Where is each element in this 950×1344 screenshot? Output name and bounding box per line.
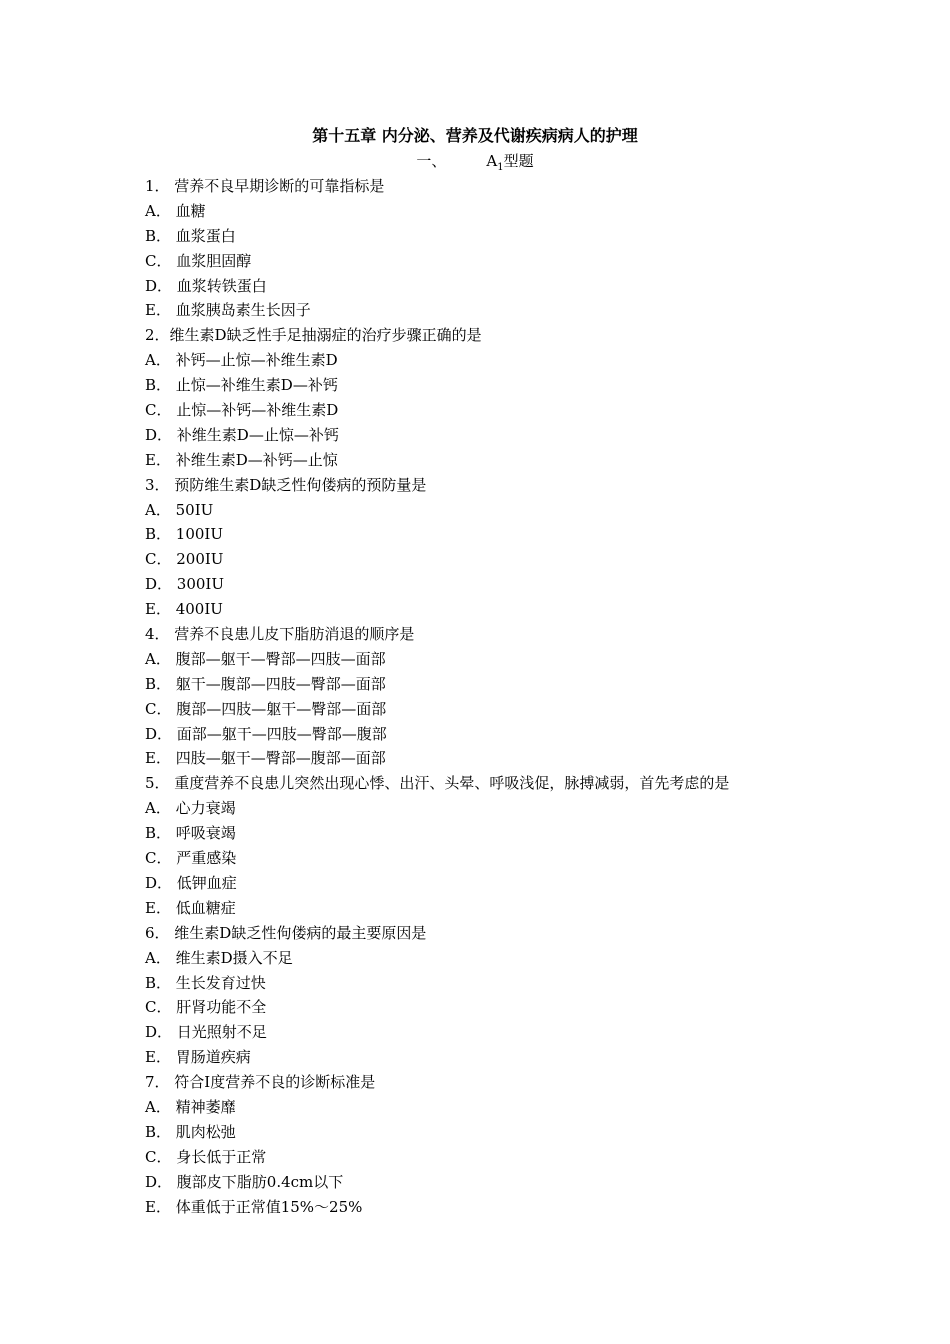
text-line: A． 补钙—止惊—补维生素D — [145, 351, 338, 370]
text-line: B． 100IU — [145, 525, 223, 544]
text-line: E． 低血糖症 — [145, 898, 236, 917]
text-line: B． 血浆蛋白 — [145, 226, 236, 245]
text-line: E． 体重低于正常值15%～25% — [145, 1197, 363, 1216]
text-line: C． 肝肾功能不全 — [145, 998, 267, 1017]
text-line: A． 维生素D摄入不足 — [145, 948, 293, 967]
text-line: B． 肌肉松弛 — [145, 1122, 236, 1141]
text-line: D． 面部—躯干—四肢—臀部—腹部 — [145, 724, 387, 743]
text-line: E． 400IU — [145, 600, 223, 619]
text-line: B． 止惊—补维生素D—补钙 — [145, 376, 338, 395]
text-line: E． 血浆胰岛素生长因子 — [145, 301, 311, 320]
text-line: E． 四肢—躯干—臀部—腹部—面部 — [145, 749, 386, 768]
text-line: D． 补维生素D—止惊—补钙 — [145, 425, 339, 444]
text-line: D． 腹部皮下脂肪0.4cm以下 — [145, 1172, 344, 1191]
text-line: B． 生长发育过快 — [145, 973, 266, 992]
text-line: 5． 重度营养不良患儿突然出现心悸、出汗、头晕、呼吸浅促，脉搏减弱，首先考虑的是 — [145, 774, 730, 793]
text-line: D． 低钾血症 — [145, 873, 237, 892]
text-line: C． 血浆胆固醇 — [145, 251, 252, 270]
text-line: C． 严重感染 — [145, 849, 237, 868]
text-line: E． 胃肠道疾病 — [145, 1048, 251, 1067]
text-line: B． 躯干—腹部—四肢—臀部—面部 — [145, 674, 386, 693]
text-line: C． 200IU — [145, 550, 224, 569]
text-line: 2．维生素D缺乏性手足抽溺症的治疗步骤正确的是 — [145, 326, 482, 345]
text-line: A． 心力衰竭 — [145, 799, 236, 818]
text-line: 4． 营养不良患儿皮下脂肪消退的顺序是 — [145, 625, 415, 644]
text-line: A． 腹部—躯干—臀部—四肢—面部 — [145, 649, 386, 668]
section-type-subscript: 1 — [497, 162, 504, 173]
text-line: E． 补维生素D—补钙—止惊 — [145, 450, 338, 469]
text-line: 6． 维生素D缺乏性佝偻病的最主要原因是 — [145, 923, 427, 942]
text-line: A． 精神萎靡 — [145, 1097, 236, 1116]
text-line: A． 50IU — [145, 500, 214, 519]
text-line: D． 300IU — [145, 575, 224, 594]
text-line: D． 日光照射不足 — [145, 1023, 267, 1042]
text-line: A． 血糖 — [145, 201, 206, 220]
text-line: B． 呼吸衰竭 — [145, 824, 236, 843]
section-type-suffix: 型题 — [503, 152, 534, 170]
section-type-letter: A — [486, 152, 498, 170]
text-line: 7． 符合Ⅰ度营养不良的诊断标准是 — [145, 1073, 376, 1092]
text-line: C． 身长低于正常 — [145, 1147, 267, 1166]
text-line: C． 止惊—补钙—补维生素D — [145, 401, 339, 420]
text-line: C． 腹部—四肢—躯干—臀部—面部 — [145, 699, 387, 718]
section-number: 一、 — [416, 152, 447, 170]
text-line: 1． 营养不良早期诊断的可靠指标是 — [145, 177, 385, 195]
text-line: D． 血浆转铁蛋白 — [145, 276, 267, 295]
text-line: 3． 预防维生素D缺乏性佝偻病的预防量是 — [145, 475, 427, 494]
chapter-title: 第十五章 内分泌、营养及代谢疾病病人的护理 — [312, 126, 638, 145]
question-list — [145, 174, 825, 1219]
